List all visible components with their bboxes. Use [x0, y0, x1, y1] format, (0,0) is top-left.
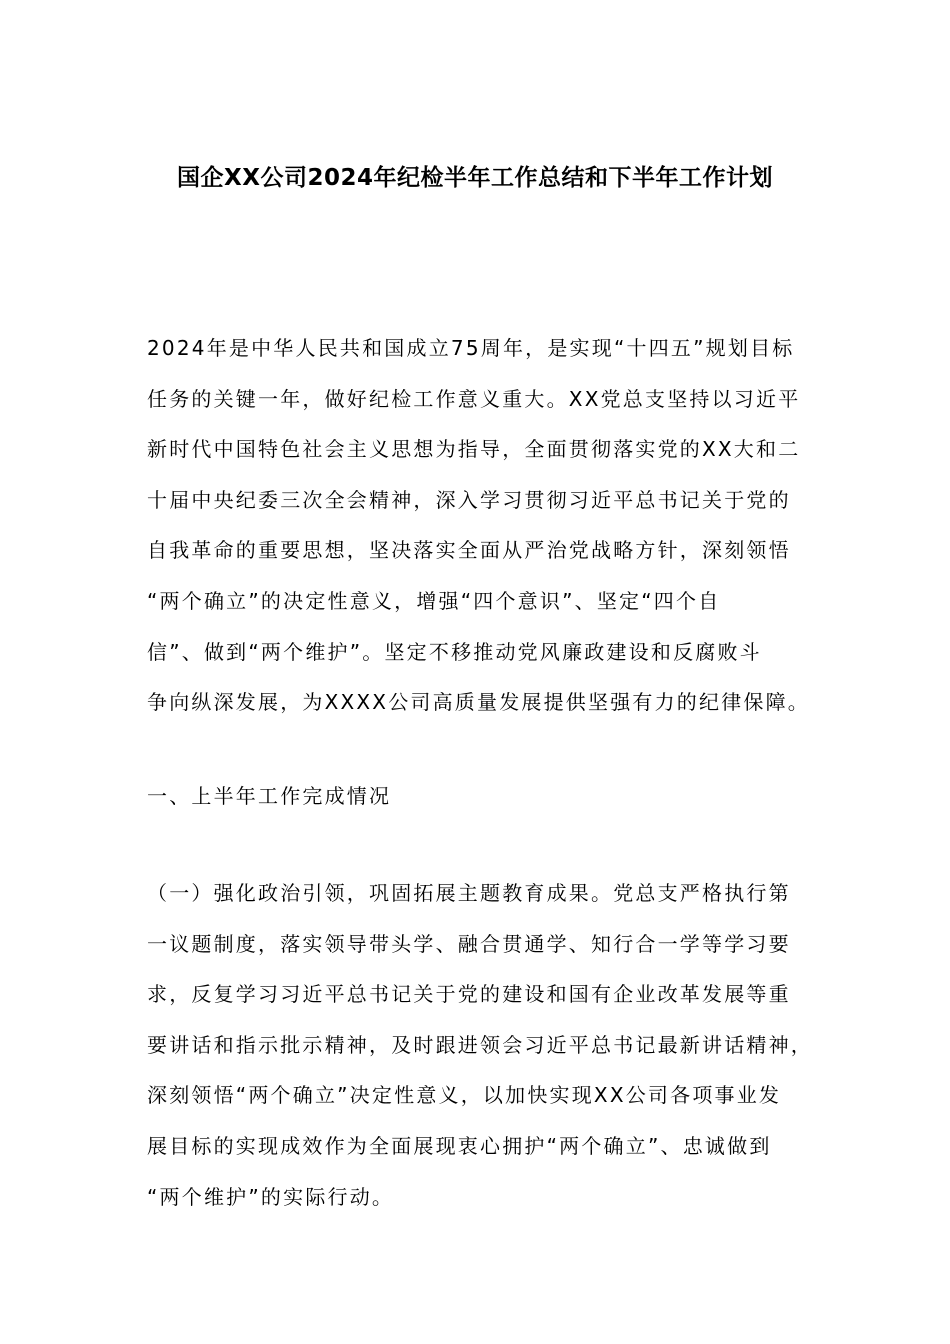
paragraph-line: 新时代中国特色社会主义思想为指导，全面贯彻落实党的XX大和二	[147, 437, 801, 462]
paragraph-line: 要讲话和指示批示精神，及时跟进领会习近平总书记最新讲话精神，	[147, 1032, 813, 1057]
paragraph-line: 十届中央纪委三次全会精神，深入学习贯彻习近平总书记关于党的	[147, 487, 791, 512]
paragraph-line: 争向纵深发展，为XXXX公司高质量发展提供坚强有力的纪律保障。	[147, 690, 811, 715]
paragraph-line: 自我革命的重要思想，坚决落实全面从严治党战略方针，深刻领悟	[147, 538, 791, 563]
paragraph-line: 任务的关键一年，做好纪检工作意义重大。XX党总支坚持以习近平	[147, 386, 801, 411]
paragraph-line: （一）强化政治引领，巩固拓展主题教育成果。党总支严格执行第	[147, 881, 791, 905]
paragraph-line: “两个维护”的实际行动。	[147, 1184, 395, 1209]
document-title: 国企XX公司2024年纪检半年工作总结和下半年工作计划	[177, 165, 773, 191]
paragraph-line: 求，反复学习习近平总书记关于党的建设和国有企业改革发展等重	[147, 982, 791, 1007]
section-heading	[147, 771, 819, 822]
paragraph-line: “两个确立”的决定性意义，增强“四个意识”、坚定“四个自	[147, 588, 721, 613]
paragraph-line: 一议题制度，落实领导带头学、融合贯通学、知行合一学等学习要	[147, 931, 791, 956]
paragraph-line: 展目标的实现成效作为全面展现衷心拥护“两个确立”、忠诚做到	[147, 1133, 772, 1158]
section-heading-text: 一、上半年工作完成情况	[147, 784, 392, 808]
paragraph-line: 信”、做到“两个维护”。坚定不移推动党风廉政建设和反腐败斗	[147, 639, 762, 664]
section-paragraph	[147, 868, 819, 1222]
intro-paragraph	[147, 323, 819, 728]
paragraph-line: 深刻领悟“两个确立”决定性意义，以加快实现XX公司各项事业发	[147, 1083, 782, 1108]
paragraph-line: 2024年是中华人民共和国成立75周年，是实现“十四五”规划目标	[147, 336, 795, 360]
